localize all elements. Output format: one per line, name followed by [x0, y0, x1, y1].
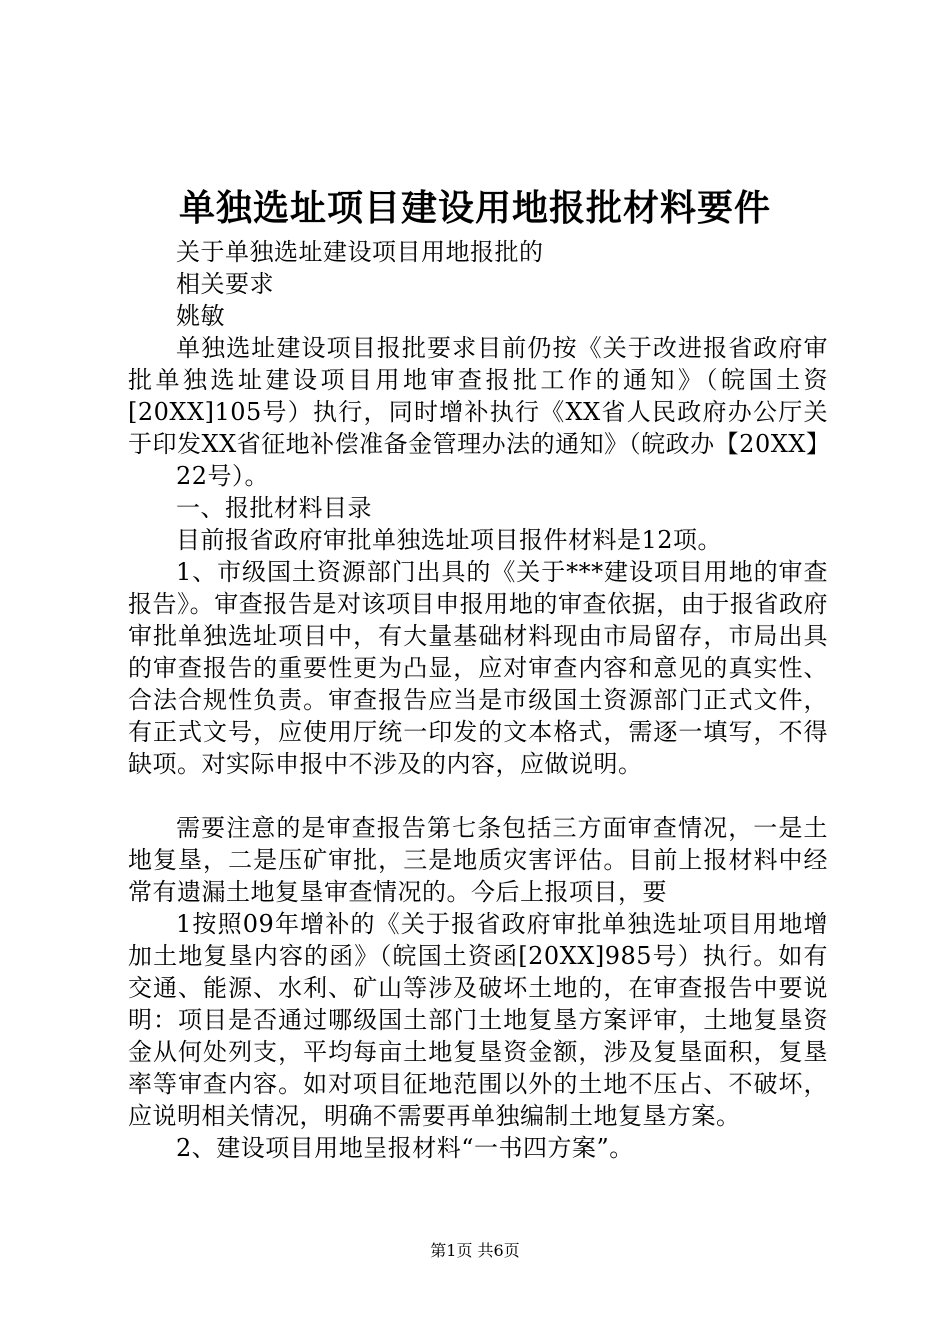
author-name: 姚敏 [176, 302, 225, 330]
section-heading: 一、报批材料目录 [176, 494, 372, 522]
subtitle-line-2: 相关要求 [176, 270, 274, 298]
subtitle-line-1: 关于单独选址建设项目用地报批的 [176, 238, 544, 266]
paragraph-spacer [128, 780, 828, 812]
paragraph-item-1: 1、市级国土资源部门出具的《关于***建设项目用地的审查报告》。审查报告是对该项目申报用地的审查依据，由于报省政府审批单独选址项目中，有大量基础材料现由市局留存，市局出具的审查报告的重要性更为凸显，应对审查内容和意见的真实性、合法合规性负责。审查报告应当是市级国土资源部门正式文件，有正式文号，应使用厅统一印发的文本格式，需逐一填写，不得缺项。对实际申报中不涉及的内容，应做说明。 [128, 558, 828, 778]
paragraph-material-count: 目前报省政府审批单独选址项目报件材料是12项。 [176, 526, 723, 554]
paragraph-item-2: 2、建设项目用地呈报材料“一书四方案”。 [176, 1134, 634, 1162]
paragraph-reclamation: 1按照09年增补的《关于报省政府审批单独选址项目用地增加土地复垦内容的函》（皖国土资函[20XX]985号）执行。如有交通、能源、水利、矿山等涉及破坏土地的，在审查报告中要说明：项目是否通过哪级国土部门土地复垦方案评审，土地复垦资金从何处列支，平均每亩土地复垦资金额，涉及复垦面积，复垦率等审查内容。如对项目征地范围以外的土地不压占、不破坏，应说明相关情况，明确不需要再单独编制土地复垦方案。 [128, 910, 828, 1130]
paragraph-intro: 单独选址建设项目报批要求目前仍按《关于改进报省政府审批单独选址建设项目用地审查报批工作的通知》（皖国土资[20XX]105号）执行，同时增补执行《XX省人民政府办公厅关于印发XX省征地补偿准备金管理办法的通知》（皖政办【20XX】 [128, 334, 831, 458]
document-title: 单独选址项目建设用地报批材料要件 [178, 187, 771, 229]
document-body [128, 236, 831, 1164]
paragraph-note: 需要注意的是审查报告第七条包括三方面审查情况，一是土地复垦，二是压矿审批，三是地质灾害评估。目前上报材料中经常有遗漏土地复垦审查情况的。今后上报项目，要 [128, 814, 828, 906]
page-number-footer: 第1页 共6页 [430, 1241, 520, 1260]
paragraph-intro-continued: 22号）。 [176, 462, 270, 490]
